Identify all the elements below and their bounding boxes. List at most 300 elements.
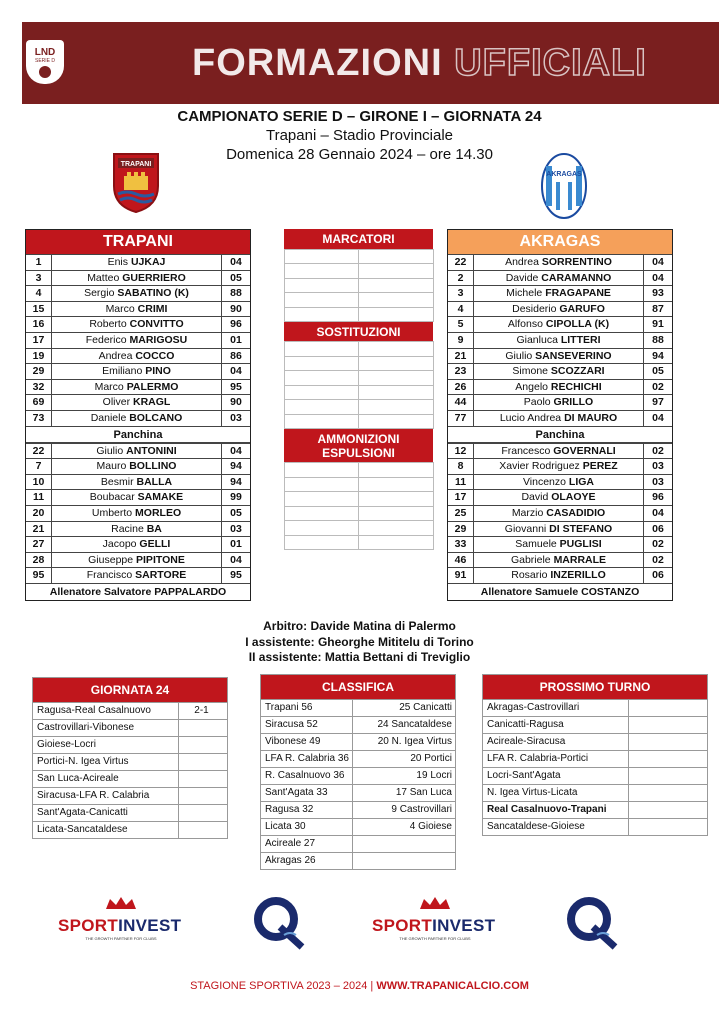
player-first-name: Vincenzo xyxy=(522,475,566,488)
standings-left: Akragas 26 xyxy=(261,853,353,869)
player-last-name: PALERMO xyxy=(126,380,179,393)
empty-cell xyxy=(284,341,360,357)
player-first-name: Daniele xyxy=(90,411,127,424)
result-match: Gioiese-Locri xyxy=(33,737,179,753)
player-first-name: Davide xyxy=(505,271,539,284)
home-bench-label: Panchina xyxy=(26,426,250,443)
empty-cell xyxy=(284,307,360,323)
cards-grid xyxy=(284,463,433,550)
player-row xyxy=(26,567,250,583)
player-number: 3 xyxy=(26,271,52,286)
player-birth-year: 96 xyxy=(230,318,242,331)
player-number: 26 xyxy=(448,380,474,395)
crown-icon xyxy=(58,895,184,911)
player-birth-year: 02 xyxy=(652,553,664,566)
standings-box xyxy=(260,674,456,870)
scorers-heading: MARCATORI xyxy=(284,229,433,249)
result-match: Sant'Agata-Canicatti xyxy=(33,805,179,821)
player-row xyxy=(26,443,250,459)
player-last-name: CRIMI xyxy=(137,302,168,315)
player-name xyxy=(52,349,222,364)
empty-cell xyxy=(284,370,360,386)
player-name xyxy=(474,255,644,270)
player-number: 1 xyxy=(26,255,52,270)
player-birth-year: 06 xyxy=(652,569,664,582)
player-name xyxy=(474,475,644,490)
fixture-blank xyxy=(629,768,707,784)
player-row xyxy=(26,316,250,332)
player-birth-year: 04 xyxy=(652,256,664,268)
player-row xyxy=(26,458,250,474)
result-score xyxy=(179,720,227,736)
fixture-blank xyxy=(629,700,707,716)
standings-left: Siracusa 52 xyxy=(261,717,353,733)
player-first-name: Desiderio xyxy=(512,302,557,315)
player-number: 91 xyxy=(448,568,474,583)
next-round-list xyxy=(483,699,707,835)
result-score: 2-1 xyxy=(194,705,209,716)
fixture-row xyxy=(483,750,707,767)
player-last-name: MARRALE xyxy=(553,553,607,566)
player-first-name: Andrea xyxy=(505,256,539,268)
player-last-name: FRAGAPANE xyxy=(545,287,611,300)
fixture-row xyxy=(483,818,707,835)
standings-right xyxy=(353,853,455,869)
standings-row xyxy=(261,750,455,767)
player-first-name: Oliver xyxy=(102,396,131,409)
crown-icon xyxy=(372,895,498,911)
sportinvest-tag-2: THE GROWTH PARTNER FOR CLUBS xyxy=(399,936,471,941)
player-number: 10 xyxy=(26,475,52,490)
player-name xyxy=(474,395,644,410)
next-round-box xyxy=(482,674,708,836)
subs-grid xyxy=(284,342,433,429)
cards-label-2: ESPULSIONI xyxy=(322,445,395,460)
player-first-name: Gianluca xyxy=(516,333,558,346)
player-name xyxy=(474,444,644,459)
sportinvest-b-2: INVEST xyxy=(432,916,496,935)
akragas-crest-icon xyxy=(540,152,588,220)
sportinvest-tag-1: THE GROWTH PARTNER FOR CLUBS xyxy=(85,936,157,941)
round-results-box xyxy=(32,677,228,839)
player-name xyxy=(474,349,644,364)
player-first-name: Francisco xyxy=(86,569,133,582)
away-coach-label: Allenatore Samuele xyxy=(480,585,579,598)
player-number: 19 xyxy=(26,349,52,364)
player-name xyxy=(474,317,644,332)
player-number: 8 xyxy=(448,459,474,474)
player-row xyxy=(448,363,672,379)
player-name xyxy=(474,333,644,348)
player-number: 44 xyxy=(448,395,474,410)
player-last-name: GELLI xyxy=(139,538,171,551)
standings-left: Sant'Agata 33 xyxy=(261,785,353,801)
fixture-match: N. Igea Virtus-Licata xyxy=(483,785,629,801)
player-row xyxy=(26,379,250,395)
empty-cell xyxy=(284,414,360,430)
fixture-row xyxy=(483,716,707,733)
player-first-name: Besmir xyxy=(100,475,134,488)
player-number: 9 xyxy=(448,333,474,348)
player-number: 69 xyxy=(26,395,52,410)
empty-cell xyxy=(284,249,360,265)
player-row xyxy=(448,379,672,395)
result-row xyxy=(33,719,227,736)
fixture-match: Akragas-Castrovillari xyxy=(483,700,629,716)
assistant-1: I assistente: Gheorghe Mititelu di Torino xyxy=(245,634,474,649)
page-title xyxy=(192,42,647,85)
player-row xyxy=(26,474,250,490)
fixture-blank xyxy=(629,751,707,767)
player-birth-year: 86 xyxy=(230,349,242,362)
result-row xyxy=(33,821,227,838)
player-name xyxy=(52,475,222,490)
player-birth-year: 95 xyxy=(230,380,242,393)
player-first-name: Lucio Andrea xyxy=(499,411,562,424)
standings-right: 20 N. Igea Virtus xyxy=(377,736,452,747)
player-birth-year: 96 xyxy=(652,491,664,504)
player-name xyxy=(52,255,222,270)
standings-right: 25 Canicatti xyxy=(399,702,452,713)
player-first-name: Roberto xyxy=(89,318,127,331)
empty-cell xyxy=(358,341,434,357)
player-row xyxy=(26,332,250,348)
standings-right: 4 Gioiese xyxy=(409,821,452,832)
standings-row xyxy=(261,784,455,801)
player-first-name: Marco xyxy=(94,380,124,393)
player-row xyxy=(448,285,672,301)
result-row xyxy=(33,804,227,821)
player-last-name: CARAMANNO xyxy=(541,271,612,284)
empty-cell xyxy=(284,506,360,522)
empty-cell xyxy=(284,462,360,478)
player-first-name: Umberto xyxy=(91,506,133,519)
home-coach-name: PAPPALARDO xyxy=(154,585,227,598)
player-birth-year: 95 xyxy=(230,569,242,582)
empty-cell xyxy=(358,292,434,308)
empty-cell xyxy=(284,520,360,536)
player-birth-year: 04 xyxy=(230,553,242,566)
empty-cell xyxy=(358,399,434,415)
empty-cell xyxy=(358,263,434,279)
empty-cell xyxy=(358,414,434,430)
player-last-name: DI STEFANO xyxy=(549,522,613,535)
home-coach-label: Allenatore Salvatore xyxy=(49,585,152,598)
assistant-2: II assistente: Mattia Bettani di Treviglio xyxy=(248,650,471,664)
fixture-blank xyxy=(629,819,707,835)
fixture-match: Acireale-Siracusa xyxy=(483,734,629,750)
match-events xyxy=(284,229,433,550)
player-birth-year: 02 xyxy=(652,538,664,551)
player-number: 29 xyxy=(448,522,474,537)
fixture-row xyxy=(483,699,707,716)
player-first-name: Paolo xyxy=(523,396,551,409)
home-coach xyxy=(26,583,250,600)
sportinvest-a-2: SPORT xyxy=(372,916,433,935)
player-name xyxy=(52,395,222,410)
standings-left: Licata 30 xyxy=(261,819,353,835)
akragas-crest-text: AKRAGAS xyxy=(546,171,582,178)
player-number: 73 xyxy=(26,411,52,426)
player-birth-year: 87 xyxy=(652,302,664,315)
result-match: Castrovillari-Vibonese xyxy=(33,720,179,736)
player-number: 12 xyxy=(448,444,474,459)
player-last-name: CONVITTO xyxy=(129,318,184,331)
empty-cell xyxy=(358,477,434,493)
player-birth-year: 97 xyxy=(652,396,664,409)
ball-icon xyxy=(39,66,51,78)
player-last-name: COCCO xyxy=(135,349,175,362)
player-birth-year: 02 xyxy=(652,444,664,457)
fixture-blank xyxy=(629,785,707,801)
player-first-name: Samuele xyxy=(515,538,557,551)
empty-cell xyxy=(358,462,434,478)
player-last-name: OLAOYE xyxy=(551,491,596,504)
player-first-name: Matteo xyxy=(87,271,120,284)
player-first-name: Angelo xyxy=(515,380,548,393)
player-last-name: BOLLINO xyxy=(129,460,177,473)
player-birth-year: 90 xyxy=(230,396,242,409)
player-birth-year: 94 xyxy=(230,460,242,473)
player-row xyxy=(26,505,250,521)
player-number: 11 xyxy=(26,490,52,505)
away-lineup-table xyxy=(447,229,673,601)
result-score xyxy=(179,737,227,753)
player-last-name: PUGLISI xyxy=(559,538,602,551)
standings-row xyxy=(261,699,455,716)
player-row xyxy=(26,363,250,379)
standings-right: 19 Locri xyxy=(416,770,452,781)
player-name xyxy=(474,522,644,537)
player-last-name: BA xyxy=(146,522,162,535)
player-number: 28 xyxy=(26,553,52,568)
standings-right: 9 Castrovillari xyxy=(391,804,452,815)
empty-cell xyxy=(284,278,360,294)
fixture-row xyxy=(483,801,707,818)
fixture-match: LFA R. Calabria-Portici xyxy=(483,751,629,767)
player-name xyxy=(52,568,222,583)
website-link[interactable]: WWW.TRAPANICALCIO.COM xyxy=(376,980,529,992)
standings-left: Ragusa 32 xyxy=(261,802,353,818)
player-first-name: Marzio xyxy=(511,506,544,519)
player-birth-year: 04 xyxy=(230,444,242,457)
player-first-name: Federico xyxy=(85,333,127,346)
player-row xyxy=(26,410,250,426)
empty-cell xyxy=(358,385,434,401)
player-last-name: LIGA xyxy=(568,475,595,488)
away-coach xyxy=(448,583,672,600)
standings-row xyxy=(261,716,455,733)
player-last-name: CIPOLLA xyxy=(545,318,592,331)
empty-cell xyxy=(284,535,360,551)
player-birth-year: 04 xyxy=(230,256,242,268)
player-birth-year: 90 xyxy=(230,302,242,315)
q-logo-icon xyxy=(563,895,621,951)
player-number: 27 xyxy=(26,537,52,552)
player-number: 33 xyxy=(448,537,474,552)
player-last-name: SARTORE xyxy=(135,569,187,582)
player-number: 16 xyxy=(26,317,52,332)
date-text: Domenica 28 Gennaio 2024 – ore 14.30 xyxy=(226,146,493,163)
result-match: Siracusa-LFA R. Calabria xyxy=(33,788,179,804)
player-last-name: DI MAURO xyxy=(564,411,618,424)
player-number: 17 xyxy=(26,333,52,348)
player-first-name: Andrea xyxy=(98,349,133,362)
player-name xyxy=(52,333,222,348)
player-row xyxy=(448,505,672,521)
result-row xyxy=(33,702,227,719)
cards-label-1: AMMONIZIONI xyxy=(317,431,400,446)
result-row xyxy=(33,787,227,804)
player-name xyxy=(474,364,644,379)
player-first-name: Giulio xyxy=(96,444,124,457)
player-last-name: PEREZ xyxy=(582,460,618,473)
player-number: 32 xyxy=(26,380,52,395)
player-last-name: GUERRIERO xyxy=(122,271,186,284)
player-birth-year: 03 xyxy=(230,411,242,424)
referee: Arbitro: Davide Matina di Palermo xyxy=(263,619,456,633)
standings-right: 24 Sancataldese xyxy=(377,719,452,730)
player-first-name: Rosario xyxy=(511,569,548,582)
empty-cell xyxy=(358,278,434,294)
fixture-match: Locri-Sant'Agata xyxy=(483,768,629,784)
player-first-name: Giulio xyxy=(505,349,533,362)
empty-cell xyxy=(284,292,360,308)
standings-right: 20 Portici xyxy=(410,753,452,764)
sportinvest-logo-1 xyxy=(58,895,184,941)
standings-left: Vibonese 49 xyxy=(261,734,353,750)
result-score xyxy=(179,822,227,838)
player-name xyxy=(52,537,222,552)
player-birth-year: 05 xyxy=(230,271,242,284)
player-first-name: Sergio xyxy=(84,287,115,300)
player-number: 5 xyxy=(448,317,474,332)
player-name xyxy=(52,380,222,395)
next-round-title: PROSSIMO TURNO xyxy=(483,675,707,699)
away-coach-name: COSTANZO xyxy=(581,585,640,598)
empty-cell xyxy=(284,356,360,372)
result-match: Portici-N. Igea Virtus xyxy=(33,754,179,770)
player-birth-year: 05 xyxy=(652,365,664,378)
player-name xyxy=(474,459,644,474)
player-row xyxy=(448,410,672,426)
round-title: GIORNATA 24 xyxy=(33,678,227,702)
empty-cell xyxy=(284,491,360,507)
player-name xyxy=(52,490,222,505)
player-row xyxy=(448,254,672,270)
result-match: Licata-Sancataldese xyxy=(33,822,179,838)
empty-cell xyxy=(358,520,434,536)
player-first-name: Giuseppe xyxy=(88,553,134,566)
player-birth-year: 04 xyxy=(652,506,664,519)
home-lineup-table xyxy=(25,229,251,601)
player-last-name: INZERILLO xyxy=(550,569,606,582)
standings-left: Trapani 56 xyxy=(261,700,353,716)
fixture-match: Canicatti-Ragusa xyxy=(483,717,629,733)
player-birth-year: 93 xyxy=(652,287,664,300)
empty-cell xyxy=(358,506,434,522)
player-first-name: Francesco xyxy=(501,444,551,457)
player-number: 4 xyxy=(448,302,474,317)
player-last-name: SAMAKE xyxy=(137,491,184,504)
player-number: 21 xyxy=(448,349,474,364)
player-last-name: GRILLO xyxy=(553,396,594,409)
player-birth-year: 03 xyxy=(230,522,242,535)
result-match: Ragusa-Real Casalnuovo xyxy=(33,703,179,719)
sportinvest-logo-2 xyxy=(372,895,498,941)
player-number: 3 xyxy=(448,286,474,301)
result-row xyxy=(33,770,227,787)
player-name xyxy=(52,411,222,426)
standings-row xyxy=(261,801,455,818)
home-team-name: TRAPANI xyxy=(26,230,250,254)
home-bench xyxy=(26,443,250,583)
player-birth-year: 01 xyxy=(230,538,242,551)
player-last-name: MARIGOSU xyxy=(129,333,188,346)
player-last-name: SANSEVERINO xyxy=(535,349,612,362)
season-text: STAGIONE SPORTIVA 2023 – 2024 | xyxy=(190,980,374,992)
player-name xyxy=(474,506,644,521)
away-team-name: AKRAGAS xyxy=(448,230,672,254)
player-number: 23 xyxy=(448,364,474,379)
player-number: 20 xyxy=(26,506,52,521)
player-number: 22 xyxy=(26,444,52,459)
sportinvest-b-1: INVEST xyxy=(118,916,182,935)
player-name xyxy=(474,553,644,568)
player-row xyxy=(26,348,250,364)
player-row xyxy=(26,394,250,410)
player-name xyxy=(52,364,222,379)
player-number: 77 xyxy=(448,411,474,426)
result-score xyxy=(179,788,227,804)
fixture-blank xyxy=(629,802,707,818)
player-row xyxy=(448,489,672,505)
player-last-name: UJKAJ xyxy=(130,256,166,268)
player-last-name: SORRENTINO xyxy=(541,256,612,268)
standings-right xyxy=(353,836,455,852)
player-first-name: Racine xyxy=(111,522,144,535)
player-first-name: Boubacar xyxy=(89,491,135,504)
player-last-name: GOVERNALI xyxy=(553,444,616,457)
player-birth-year: 03 xyxy=(652,460,664,473)
player-last-name: PINO xyxy=(145,365,171,378)
player-birth-year: 06 xyxy=(652,522,664,535)
fixture-match: Real Casalnuovo-Trapani xyxy=(483,802,629,818)
player-first-name: Enis xyxy=(107,256,129,268)
player-first-name: Giovanni xyxy=(504,522,547,535)
result-row xyxy=(33,736,227,753)
player-name xyxy=(474,568,644,583)
player-birth-year: 04 xyxy=(652,271,664,284)
standings-row xyxy=(261,818,455,835)
standings-table xyxy=(261,699,455,869)
fixture-row xyxy=(483,784,707,801)
empty-cell xyxy=(284,263,360,279)
player-row xyxy=(448,316,672,332)
result-row xyxy=(33,753,227,770)
standings-right: 17 San Luca xyxy=(395,787,452,798)
player-number: 11 xyxy=(448,475,474,490)
empty-cell xyxy=(358,491,434,507)
lnd-logo-text: LND xyxy=(34,46,56,58)
player-name xyxy=(474,302,644,317)
player-last-name: RECHICHI xyxy=(550,380,602,393)
player-row xyxy=(26,521,250,537)
player-birth-year: 91 xyxy=(652,318,664,331)
trapani-crest-text: TRAPANI xyxy=(120,161,152,168)
title-part2: UFFICIALI xyxy=(454,42,647,84)
empty-cell xyxy=(358,370,434,386)
